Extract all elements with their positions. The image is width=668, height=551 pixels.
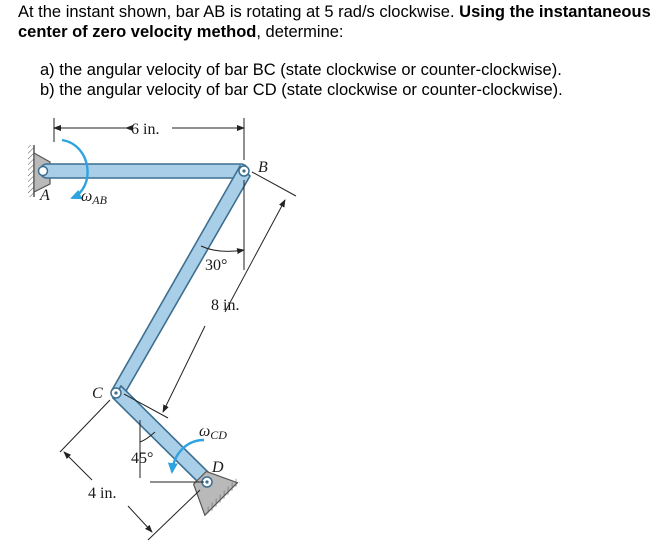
pin-C [111, 388, 121, 398]
omega-AB-label [81, 188, 108, 207]
omega-CD-subscript: CD [210, 428, 227, 442]
omega-CD-symbol: ω [199, 423, 211, 440]
label-D: D [212, 459, 224, 476]
dimension-BC [124, 172, 296, 418]
bar-CD [113, 386, 212, 486]
pin-A [39, 167, 48, 176]
pin-B [239, 166, 249, 176]
dimension-CD-label: 4 in. [88, 485, 117, 502]
omega-CD-label [199, 423, 227, 442]
dimension-CD [60, 400, 200, 540]
question-b: b) the angular velocity of bar CD (state clockwise or counter-clockwise). [40, 81, 563, 99]
angle-BC-label: 30° [205, 257, 228, 274]
label-C: C [92, 385, 103, 402]
question-a: a) the angular velocity of bar BC (state clockwise or counter-clockwise). [40, 61, 562, 79]
intro-method-bold: Using the instantaneous center of zero velocity method [18, 3, 651, 41]
bar-BC [112, 166, 250, 398]
angle-CD-label: 45° [131, 450, 154, 467]
bar-AB [40, 164, 248, 178]
dimension-BC-label: 8 in. [211, 297, 240, 314]
label-B: B [258, 159, 268, 176]
intro-text: At the instant shown, bar AB is rotating at 5 rad/s clockwise. [18, 3, 455, 21]
label-A: A [40, 187, 50, 204]
omega-AB-symbol: ω [81, 188, 93, 205]
omega-AB-subscript: AB [92, 193, 107, 207]
intro-tail: , determine: [256, 23, 344, 41]
dimension-AB-label: 6 in. [131, 121, 160, 138]
